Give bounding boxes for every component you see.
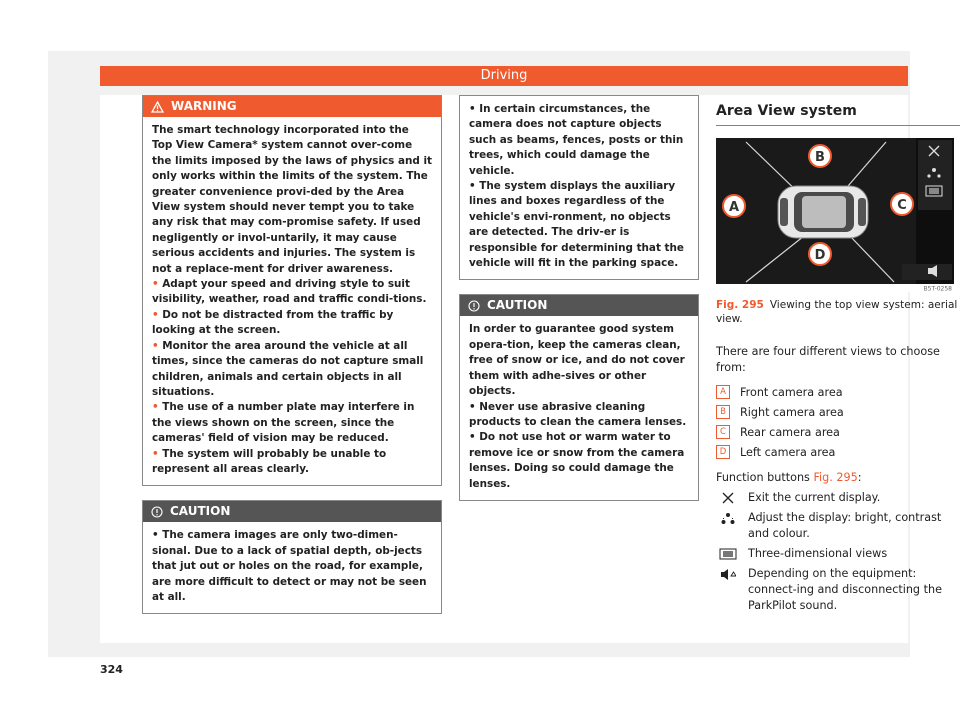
function-button-text: Depending on the equipment: connect-ing and disconnecting the ParkPilot sound. xyxy=(748,567,942,612)
page-panel xyxy=(48,51,958,676)
views-intro: There are four different views to choose from: xyxy=(716,345,940,374)
warning-body xyxy=(143,117,441,485)
column-2 xyxy=(459,95,699,501)
view-key-badge: D xyxy=(716,445,730,459)
function-button-text: Exit the current display. xyxy=(748,491,881,504)
caution-header xyxy=(460,295,698,316)
figure-code: B5T-0258 xyxy=(923,285,952,292)
view-key-badge: A xyxy=(716,385,730,399)
views-list xyxy=(716,382,960,462)
info-circle-icon xyxy=(151,506,163,518)
caution-title: CAUTION xyxy=(170,504,231,519)
caution-bullet: • The camera images are only two-dimen-sional. Due to a lack of spatial depth, ob-jects that jut out or holes on the road, for example, are more difficult to detect or may not be seen at all. xyxy=(152,529,427,603)
list-item xyxy=(716,546,960,562)
close-icon xyxy=(716,490,740,506)
column-1 xyxy=(100,95,442,676)
caution-header xyxy=(143,501,441,522)
caution-body xyxy=(143,522,441,613)
info-circle-icon xyxy=(468,300,480,312)
list-item xyxy=(716,382,960,402)
warning-bullet: • Monitor the area around the vehicle at all times, since the cameras do not capture small children, animals and certain objects in all situations. xyxy=(152,339,424,398)
warning-bullet: • Adapt your speed and driving style to suit visibility, weather, road and traffic condi-tions. xyxy=(152,278,427,306)
list-item xyxy=(716,442,960,462)
figure-label: B xyxy=(815,150,825,165)
warning-continued-box xyxy=(459,95,699,280)
caution-bullet: • Never use abrasive cleaning products to clean the camera lenses. xyxy=(469,400,687,428)
list-item xyxy=(716,402,960,422)
view-key-badge: B xyxy=(716,405,730,419)
warning-box xyxy=(142,95,442,486)
view-key-badge: C xyxy=(716,425,730,439)
warning-bullet: • The use of a number plate may interfere in the views shown on the screen, since the cameras' field of vision may be reduced. xyxy=(152,401,415,445)
view-label: Front camera area xyxy=(740,385,843,399)
area-view-figure xyxy=(716,138,954,292)
continued-bullet: • In certain circumstances, the camera does not capture objects such as beams, fences, posts or thin trees, which could damage the vehicle. xyxy=(469,103,684,177)
speaker-icon xyxy=(716,566,740,614)
warning-bullet: • Do not be distracted from the traffic by looking at the screen. xyxy=(152,308,394,337)
view-label: Left camera area xyxy=(740,445,836,459)
function-buttons-intro: Function buttons Fig. 295: xyxy=(716,471,862,484)
caution-body xyxy=(460,316,698,499)
warning-continued-body xyxy=(460,96,698,279)
list-item xyxy=(716,566,960,614)
view-label: Rear camera area xyxy=(740,425,840,439)
figure-label: D xyxy=(814,248,826,263)
warning-title: WARNING xyxy=(171,99,237,113)
section-title: Area View system xyxy=(716,103,960,126)
column-3 xyxy=(716,95,960,618)
warning-icon xyxy=(151,101,164,113)
caution-bullet: • Do not use hot or warm water to remove ice or snow from the camera lenses. Doing so could damage the lenses. xyxy=(469,431,685,490)
continued-bullet: • The system displays the auxiliary lines and boxes regardless of the vehicle's envi-ronment, no objects are detected. The driv-er is responsible for determining that the vehicle will fit in the parking space. xyxy=(469,180,684,270)
page-number: 324 xyxy=(100,663,123,676)
warning-bullet: • The system will probably be unable to represent all areas clearly. xyxy=(152,447,387,475)
figure-reference-link[interactable]: Fig. 295 xyxy=(813,471,858,484)
caution-box-2 xyxy=(459,294,699,500)
3d-view-icon xyxy=(716,546,740,562)
figure-caption xyxy=(716,298,960,326)
view-label: Right camera area xyxy=(740,405,844,419)
warning-intro: The smart technology incorporated into the Top View Camera* system cannot over-come the limits imposed by the laws of physics and it only works within the limits of the system. The greater convenience provi-ded by the Area View system should never tempt you to take any risk that may com-promise safety. If used negligently or invol-untarily, it may cause serious accidents and injuries. The system is not a replace-ment for driver awareness. xyxy=(152,124,432,275)
caution-title: CAUTION xyxy=(487,298,548,313)
car-top-view xyxy=(778,186,868,238)
function-buttons-list xyxy=(716,490,960,614)
function-button-text: Three-dimensional views xyxy=(748,547,888,560)
area-view-illustration xyxy=(716,138,954,292)
list-item xyxy=(716,422,960,442)
function-button-text: Adjust the display: bright, contrast and colour. xyxy=(748,511,942,540)
caution-intro: In order to guarantee good system opera-tion, keep the cameras clean, free of snow or ice, and do not cover them with adhe-sives or other objects. xyxy=(469,323,685,398)
caution-box-1 xyxy=(142,500,442,614)
figure-caption-label: Fig. 295 xyxy=(716,299,764,311)
list-item xyxy=(716,510,960,542)
page-content xyxy=(100,95,958,676)
figure-label: A xyxy=(728,200,740,215)
figure-caption-text: Viewing the top view system: aerial view. xyxy=(716,299,958,325)
brightness-icon xyxy=(716,510,740,542)
list-item xyxy=(716,490,960,506)
warning-header xyxy=(143,96,441,117)
page-header: Driving xyxy=(100,66,908,86)
figure-label: C xyxy=(897,198,907,213)
